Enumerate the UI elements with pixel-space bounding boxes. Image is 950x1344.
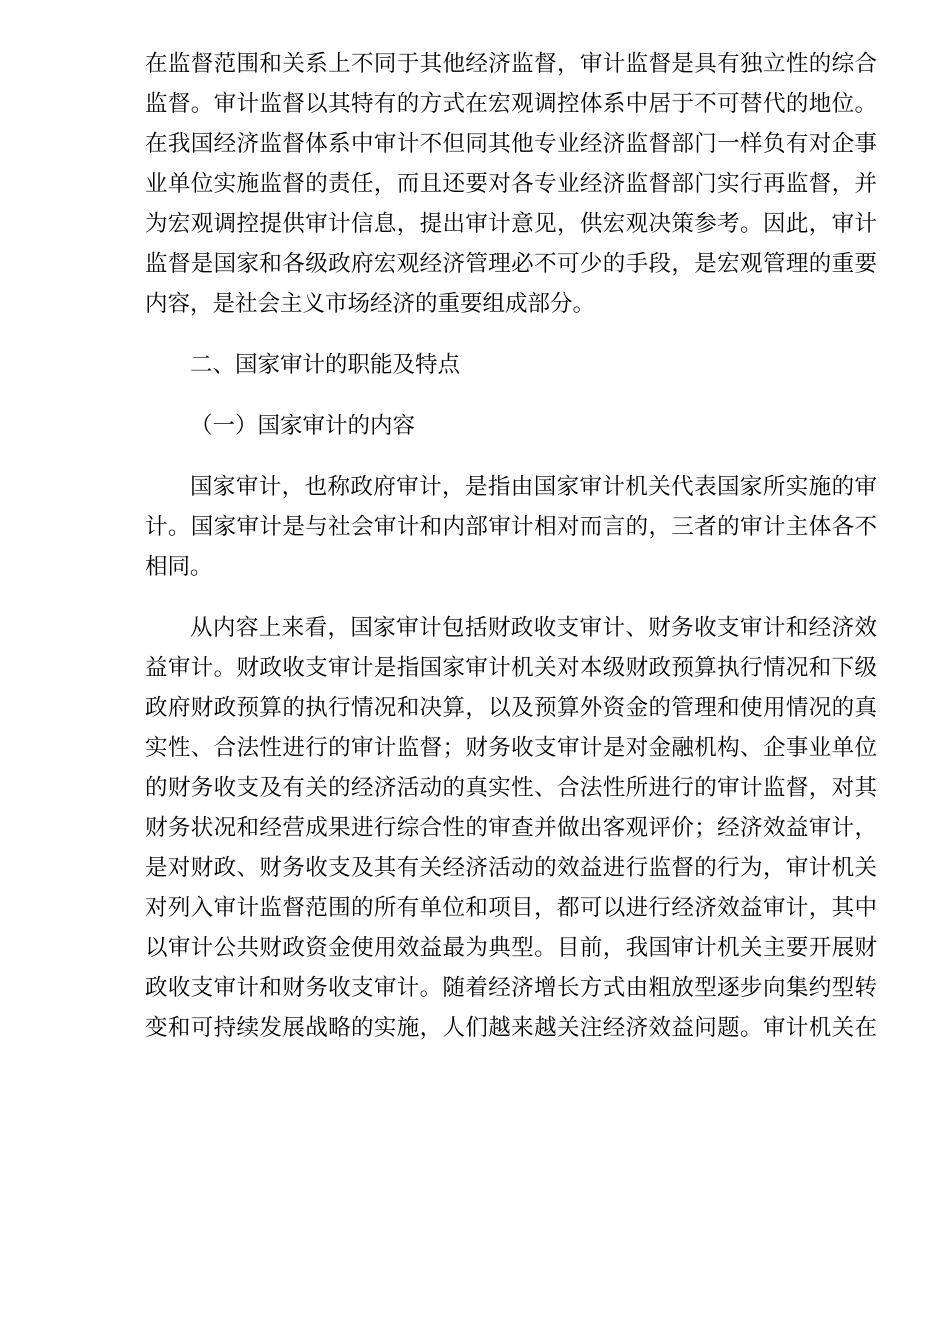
paragraph-line: 从内容上来看，国家审计包括财政收支审计、财务收支审计和经济效 xyxy=(190,615,877,641)
paragraph-1 xyxy=(145,44,877,324)
paragraph-line: 业单位实施监督的责任，而且还要对各专业经济监督部门实行再监督，并 xyxy=(145,171,877,197)
paragraph-line: 变和可持续发展战略的实施，人们越来越关注经济效益问题。审计机关在 xyxy=(145,1015,877,1041)
paragraph-line: 财务状况和经营成果进行综合性的审查并做出客观评价；经济效益审计， xyxy=(145,815,877,841)
paragraph-line: 政府财政预算的执行情况和决算，以及预算外资金的管理和使用情况的真 xyxy=(145,695,877,721)
paragraph-3 xyxy=(145,608,877,1048)
paragraph-line: 监督。审计监督以其特有的方式在宏观调控体系中居于不可替代的地位。 xyxy=(145,91,877,117)
paragraph-line: 在监督范围和关系上不同于其他经济监督，审计监督是具有独立性的综合 xyxy=(145,51,877,77)
paragraph-line: 政收支审计和财务收支审计。随着经济增长方式由粗放型逐步向集约型转 xyxy=(145,975,877,1001)
paragraph-line: 益审计。财政收支审计是指国家审计机关对本级财政预算执行情况和下级 xyxy=(145,655,877,681)
paragraph-line: 内容，是社会主义市场经济的重要组成部分。 xyxy=(145,291,596,317)
paragraph-line: 实性、合法性进行的审计监督；财务收支审计是对金融机构、企事业单位 xyxy=(145,735,877,761)
paragraph-line: 国家审计，也称政府审计，是指由国家审计机关代表国家所实施的审 xyxy=(190,474,877,500)
paragraph-line: 计。国家审计是与社会审计和内部审计相对而言的，三者的审计主体各不 xyxy=(145,514,877,540)
paragraph-line: 为宏观调控提供审计信息，提出审计意见，供宏观决策参考。因此，审计 xyxy=(145,211,877,237)
paragraph-line: 对列入审计监督范围的所有单位和项目，都可以进行经济效益审计，其中 xyxy=(145,895,877,921)
paragraph-line: 是对财政、财务收支及其有关经济活动的效益进行监督的行为，审计机关 xyxy=(145,855,877,881)
paragraph-line: 在我国经济监督体系中审计不但同其他专业经济监督部门一样负有对企事 xyxy=(145,131,877,157)
paragraph-line: 相同。 xyxy=(145,554,213,580)
paragraph-line: 监督是国家和各级政府宏观经济管理必不可少的手段，是宏观管理的重要 xyxy=(145,251,877,277)
section-heading: 二、国家审计的职能及特点 xyxy=(190,352,461,378)
paragraph-2 xyxy=(145,467,877,587)
paragraph-line: 以审计公共财政资金使用效益最为典型。目前，我国审计机关主要开展财 xyxy=(145,935,877,961)
document-body xyxy=(145,44,877,1048)
subsection-heading: （一）国家审计的内容 xyxy=(190,413,416,439)
paragraph-line: 的财务收支及有关的经济活动的真实性、合法性所进行的审计监督，对其 xyxy=(145,775,877,801)
